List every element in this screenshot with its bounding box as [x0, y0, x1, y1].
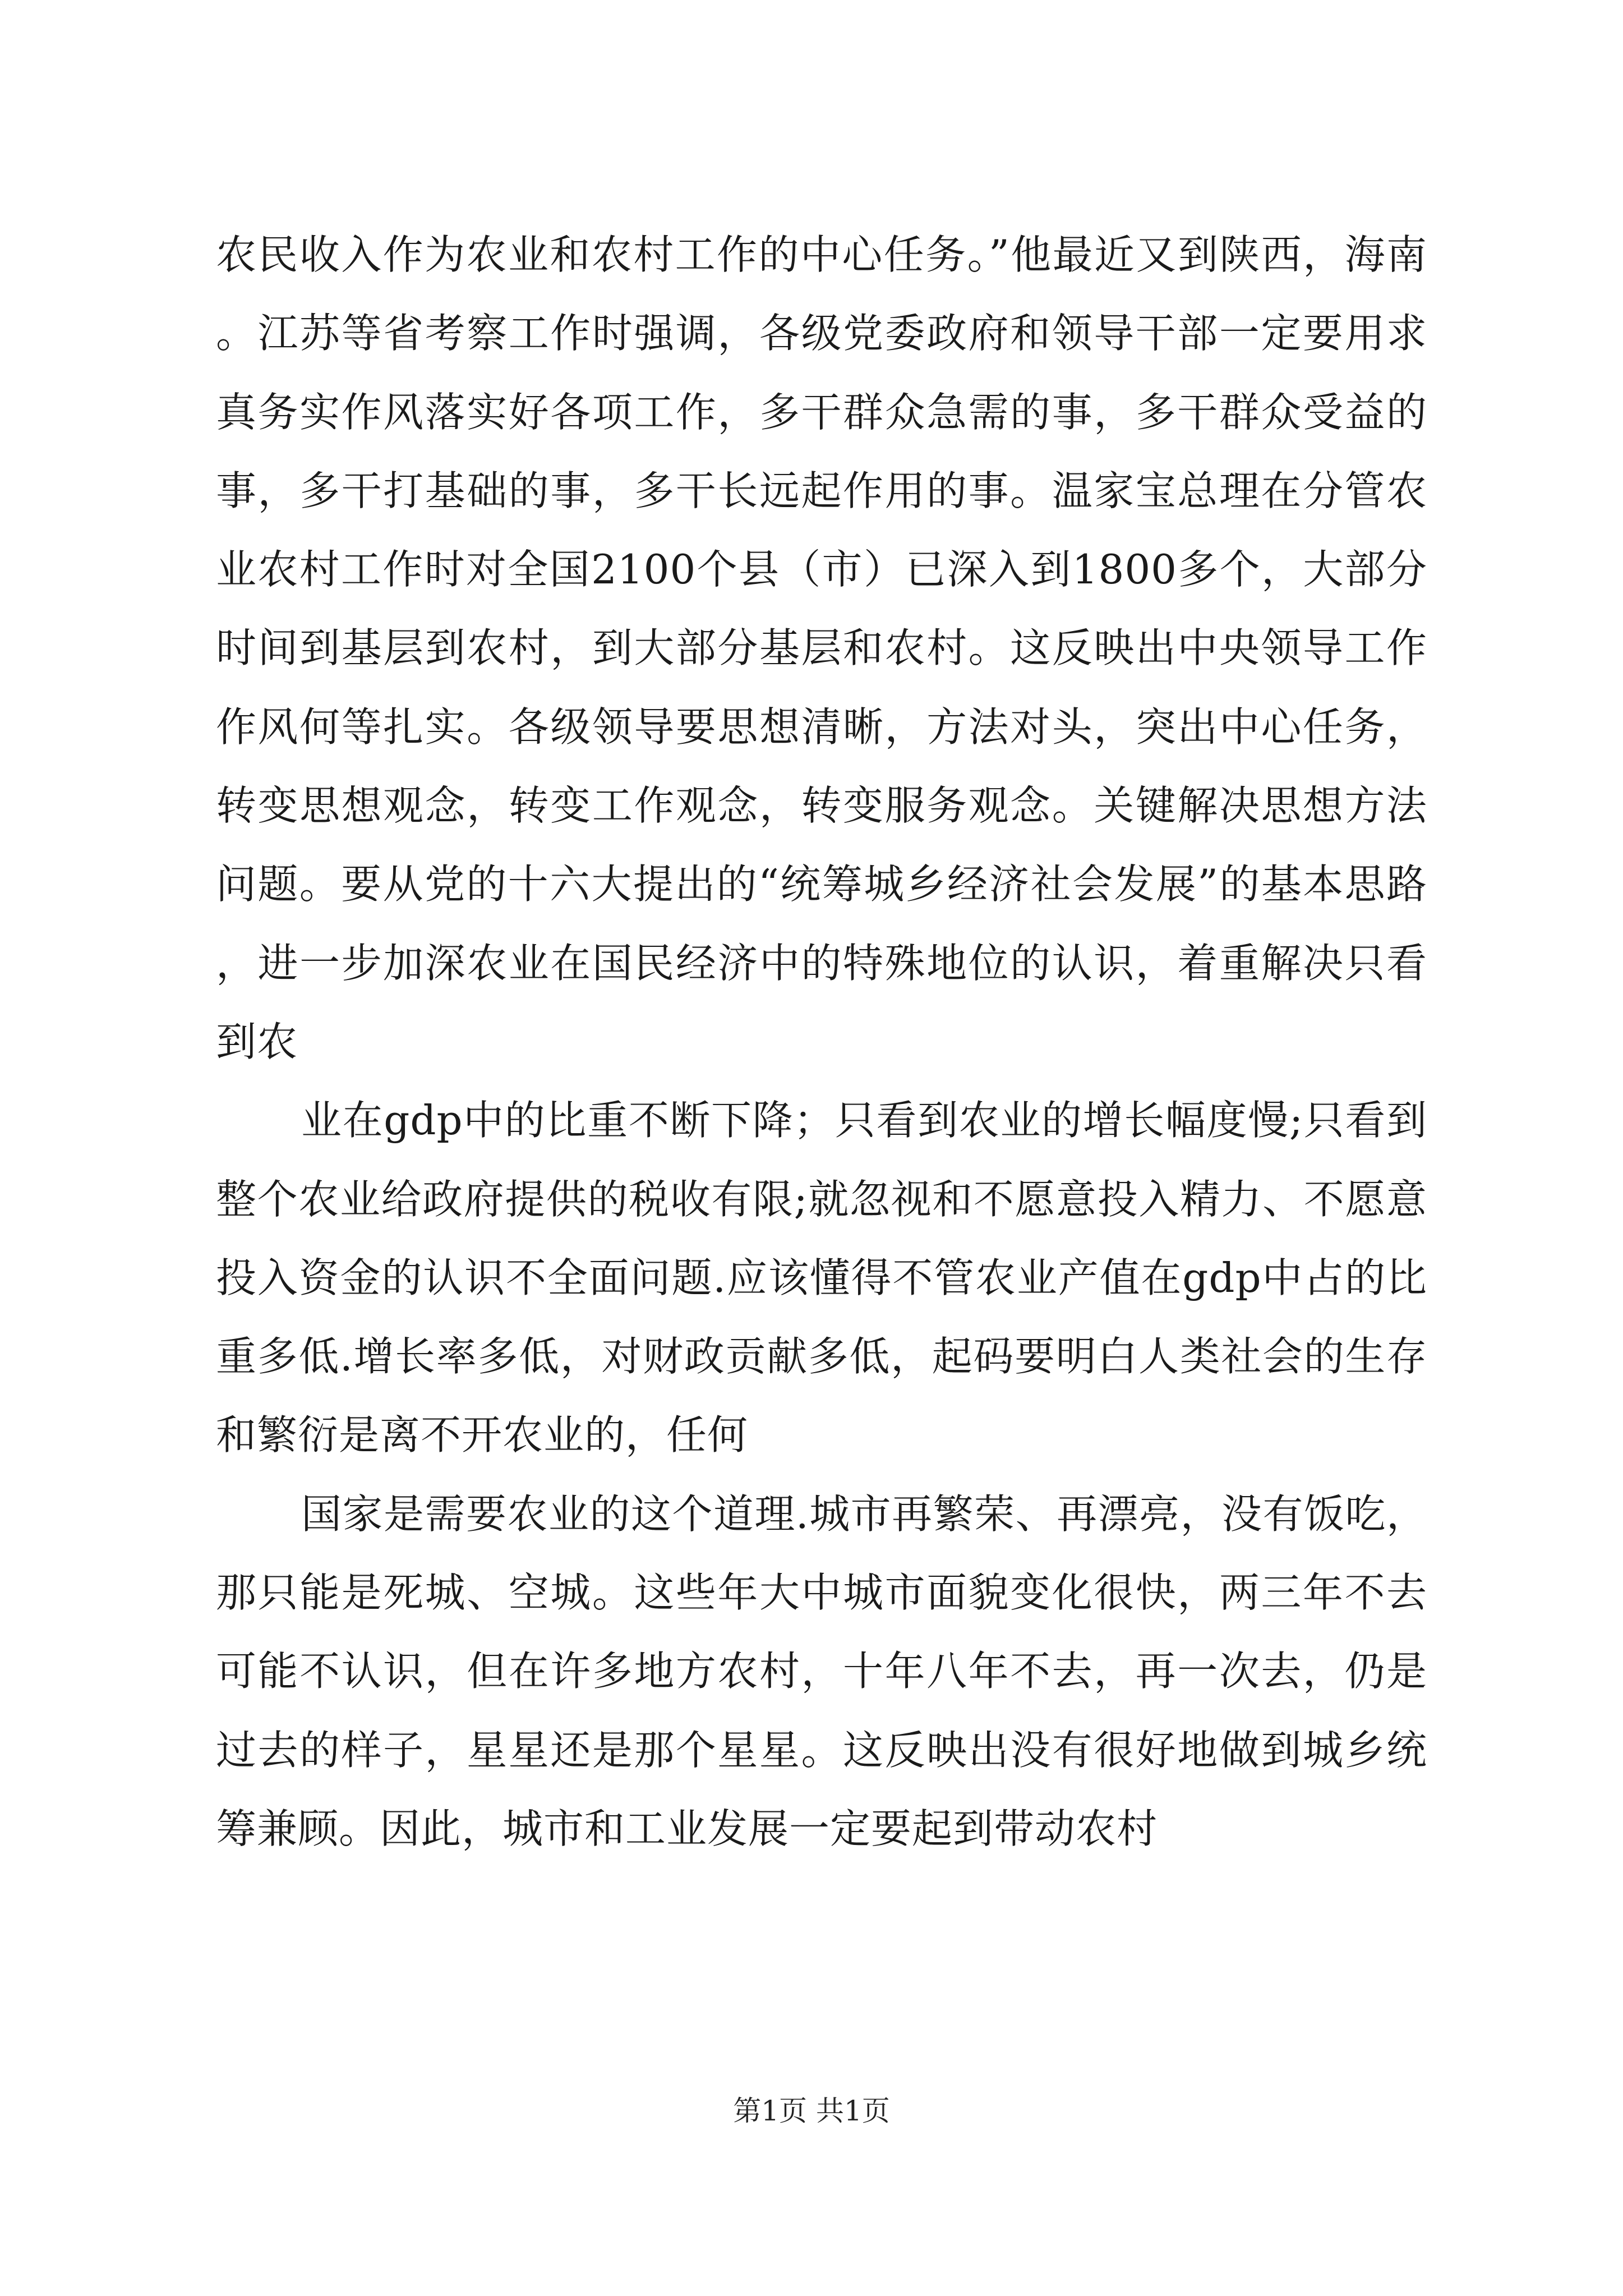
paragraph-2: 业在gdp中的比重不断下降；只看到农业的增长幅度慢;只看到整个农业给政府提供的税收有限;就忽视和不愿意投入精力、不愿意投入资金的认识不全面问题.应该懂得不管农业产值在gdp中占的比重多低.增长率多低，对财政贡献多低，起码要明白人类社会的生存和繁衍是离不开农业的，任何 — [216, 1097, 1427, 1459]
page-footer: 第1页 共1页 — [733, 2095, 890, 2127]
paragraph-1: 农民收入作为农业和农村工作的中心任务。”他最近又到陕西，海南。江苏等省考察工作时强调，各级党委政府和领导干部一定要用求真务实作风落实好各项工作，多干群众急需的事，多干群众受益的事，多干打基础的事，多干长远起作用的事。温家宝总理在分管农业农村工作时对全国2100个县（市）已深入到1800多个，大部分时间到基层到农村，到大部分基层和农村。这反映出中央领导工作作风何等扎实。各级领导要思想清晰，方法对头，突出中心任务，转变思想观念，转变工作观念，转变服务观念。关键解决思想方法问题。要从党的十六大提出的“统筹城乡经济社会发展”的基本思路，进一步加深农业在国民经济中的特殊地位的认识，着重解决只看到农 — [216, 231, 1427, 1065]
document-body — [216, 215, 1427, 1868]
paragraph-3: 国家是需要农业的这个道理.城市再繁荣、再漂亮，没有饭吃，那只能是死城、空城。这些年大中城市面貌变化很快，两三年不去可能不认识，但在许多地方农村，十年八年不去，再一次去，仍是过去的样子，星星还是那个星星。这反映出没有很好地做到城乡统筹兼顾。因此，城市和工业发展一定要起到带动农村 — [216, 1490, 1427, 1852]
